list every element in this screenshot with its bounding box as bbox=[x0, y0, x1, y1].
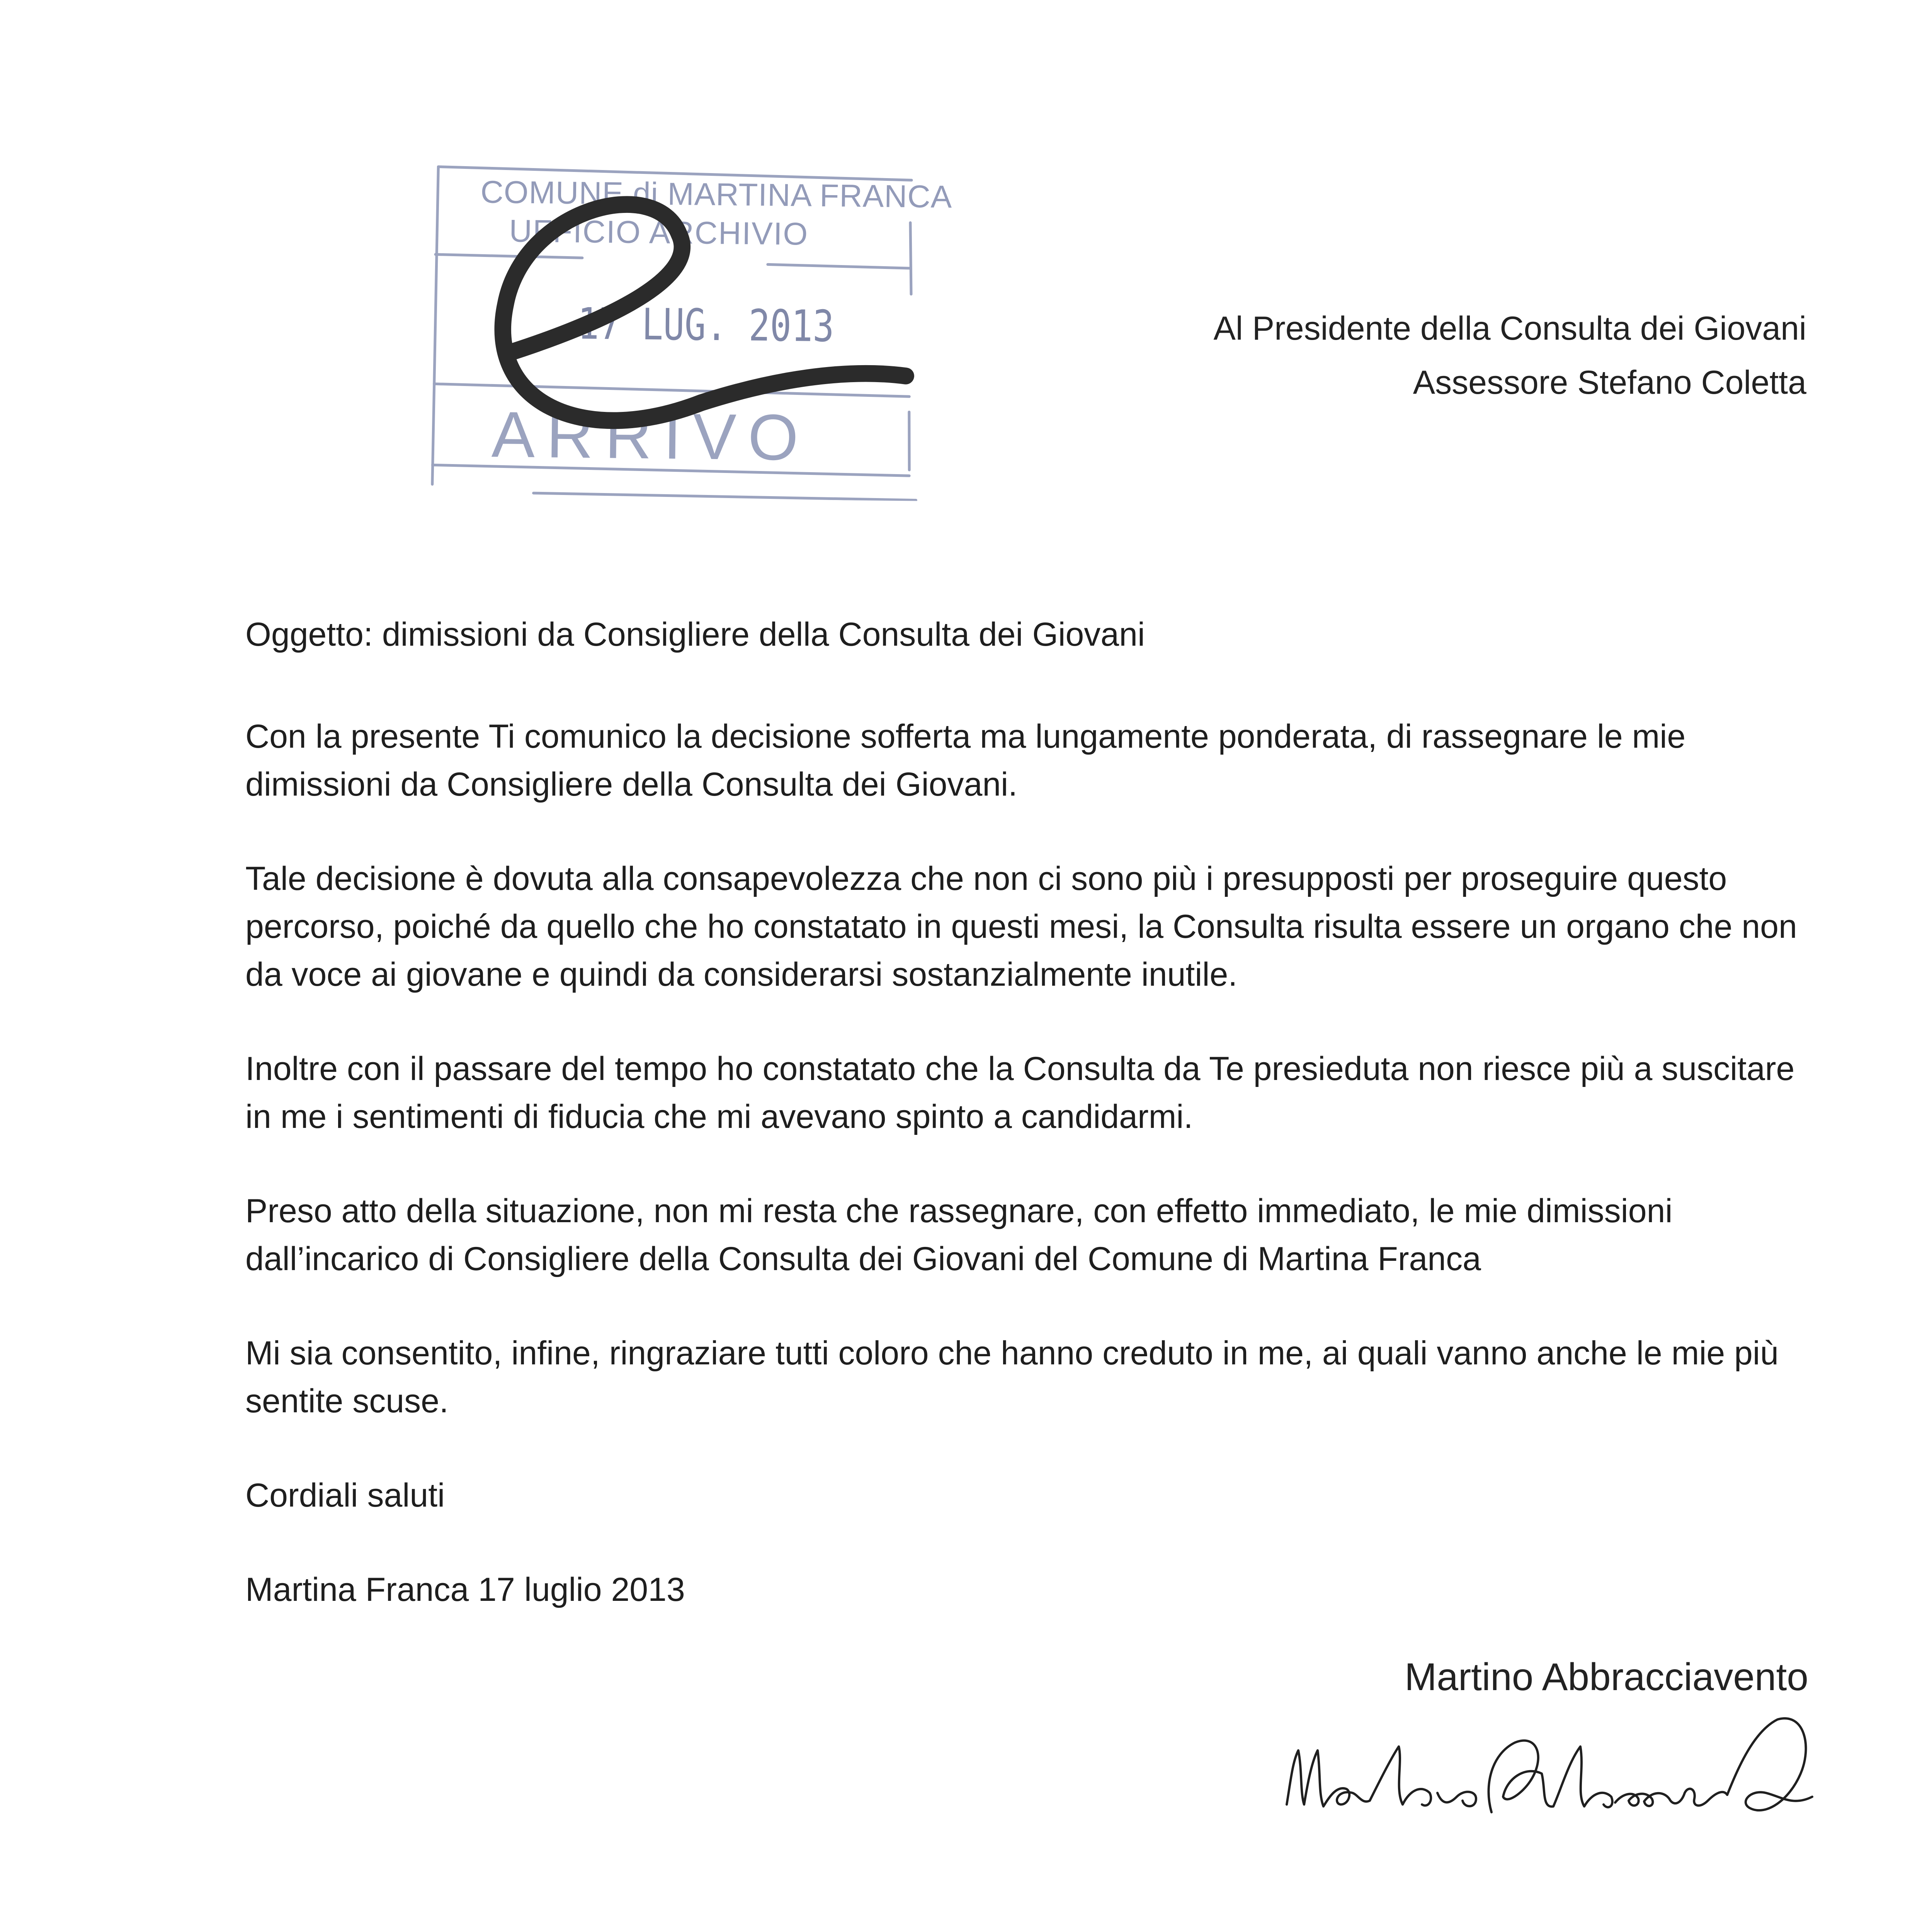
stamp-office-line1: COMUNE di MARTINA FRANCA bbox=[480, 174, 952, 215]
letter-paragraph: Tale decisione è dovuta alla consapevolezza che non ci sono più i presupposti per proseguire questo percorso, poiché da quello che ho constatato in questi mesi, la Consulta risulta essere un organo che non da voce ai giovane e quindi da considerarsi sostanzialmente inutile. bbox=[245, 860, 1797, 993]
letter-place-date: Martina Franca 17 luglio 2013 bbox=[245, 1571, 685, 1608]
stamp-arrivo-label: ARRIVO bbox=[491, 398, 811, 474]
addressee-line1: Al Presidente della Consulta dei Giovani bbox=[1213, 310, 1806, 347]
letter-paragraph: Con la presente Ti comunico la decisione sofferta ma lungamente ponderata, di rassegnare le mie dimissioni da Consigliere della Consulta dei Giovani. bbox=[245, 718, 1686, 803]
letter-body bbox=[245, 611, 1822, 1660]
protocol-stamp bbox=[417, 160, 952, 501]
signatory-name: Martino Abbracciavento bbox=[1404, 1655, 1808, 1699]
handwritten-signature bbox=[1275, 1696, 1824, 1843]
stamp-date: 17 LUG. 2013 bbox=[577, 299, 835, 352]
letter-paragraph: Preso atto della situazione, non mi resta che rassegnare, con effetto immediato, le mie dimissioni dall’incarico di Consigliere della Consulta dei Giovani del Comune di Martina Franca bbox=[245, 1192, 1673, 1277]
letter-closing: Cordiali saluti bbox=[245, 1477, 445, 1514]
stamp-handwritten-initial bbox=[417, 160, 939, 501]
letter-paragraph: Inoltre con il passare del tempo ho constatato che la Consulta da Te presieduta non riesce più a suscitare in me i sentimenti di fiducia che mi avevano spinto a candidarmi. bbox=[245, 1050, 1795, 1135]
letter-paragraph: Mi sia consentito, infine, ringraziare tutti coloro che hanno creduto in me, ai quali vanno anche le mie più sentite scuse. bbox=[245, 1335, 1779, 1420]
stamp-office-line2: UFFICIO ARCHIVIO bbox=[509, 213, 809, 252]
letter-subject: Oggetto: dimissioni da Consigliere della Consulta dei Giovani bbox=[245, 616, 1145, 653]
addressee-line2: Assessore Stefano Coletta bbox=[1413, 364, 1806, 401]
addressee-block bbox=[1213, 301, 1806, 410]
